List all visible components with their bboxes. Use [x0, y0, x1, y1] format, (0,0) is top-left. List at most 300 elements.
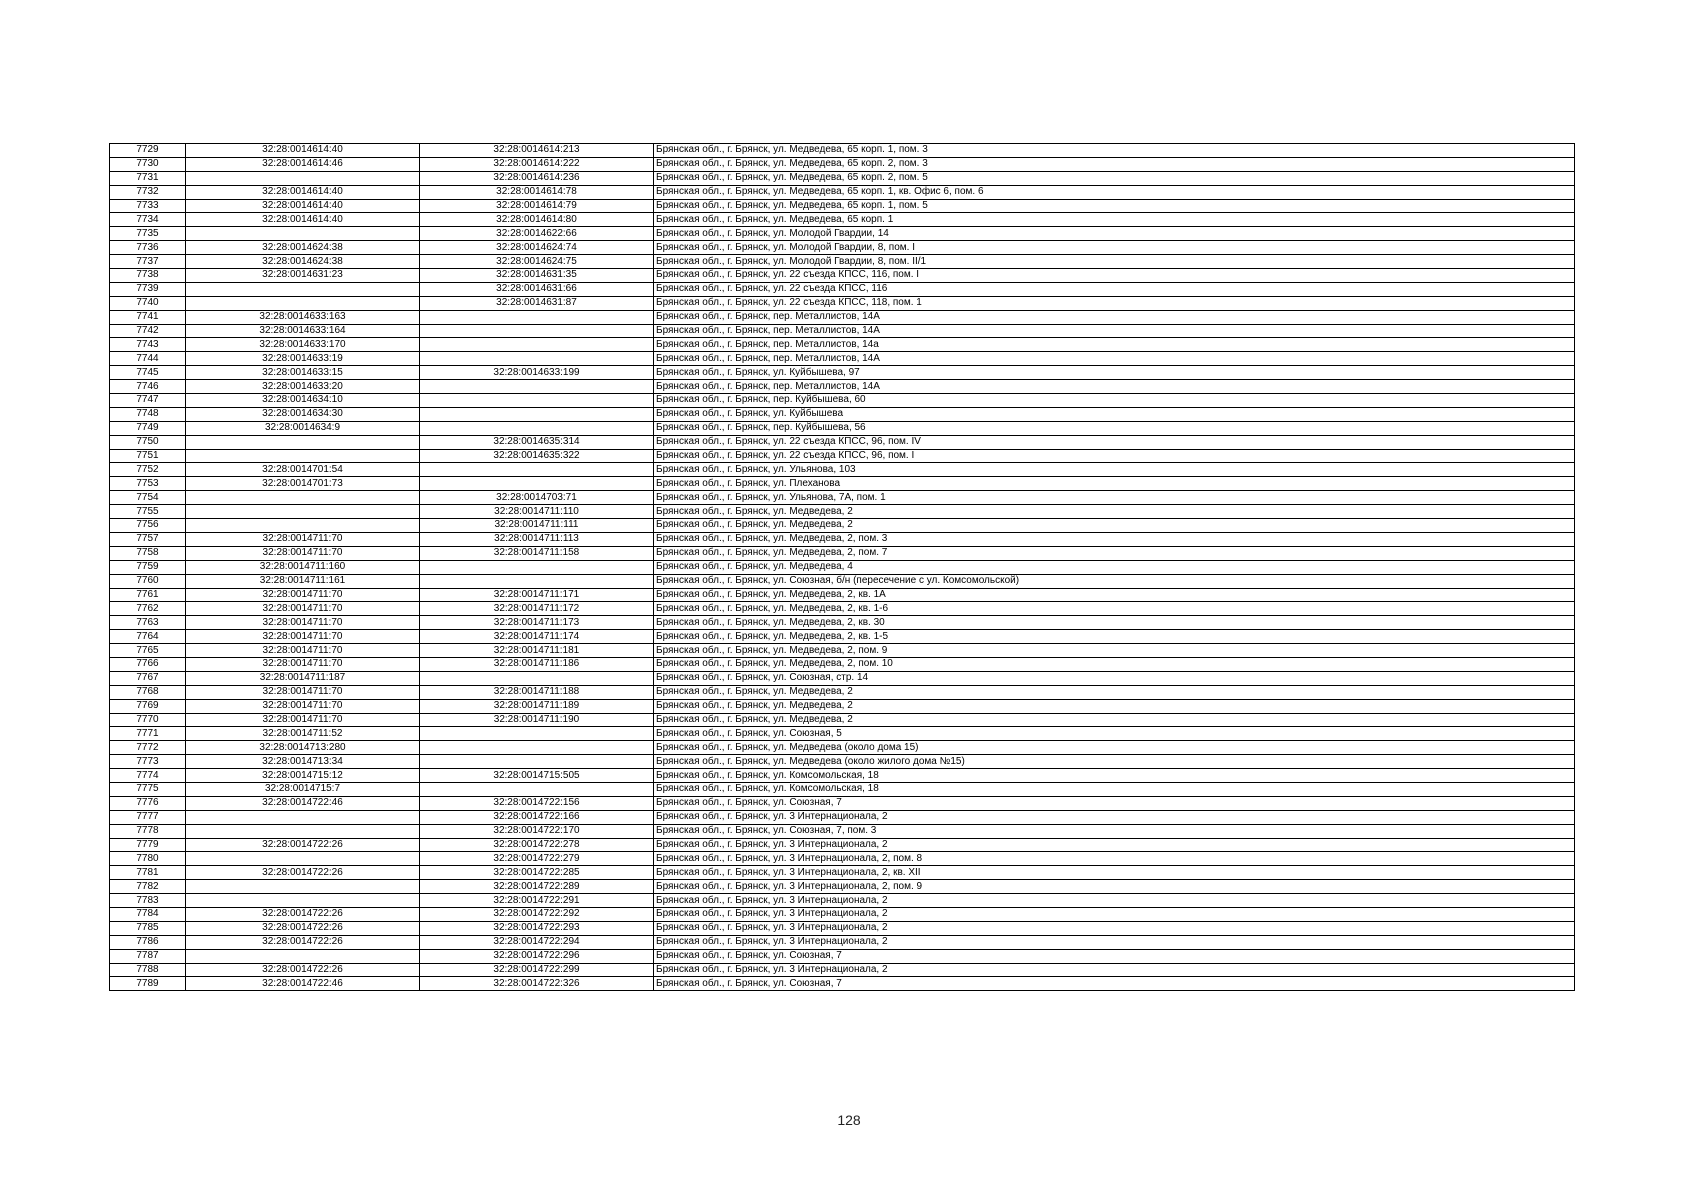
parent-cadastral-cell: 32:28:0014633:15: [186, 366, 420, 380]
address-cell: Брянская обл., г. Брянск, ул. Комсомольская, 18: [654, 782, 1575, 796]
table-row: [110, 269, 1575, 283]
parent-cadastral-cell: 32:28:0014633:19: [186, 352, 420, 366]
address-cell: Брянская обл., г. Брянск, пер. Куйбышева, 60: [654, 394, 1575, 408]
address-cell: Брянская обл., г. Брянск, ул. 3 Интернационала, 2: [654, 963, 1575, 977]
row-number-cell: 7736: [110, 241, 186, 255]
parent-cadastral-cell: 32:28:0014722:46: [186, 977, 420, 991]
table-row: [110, 366, 1575, 380]
table-row: [110, 977, 1575, 991]
parent-cadastral-cell: 32:28:0014711:187: [186, 671, 420, 685]
address-cell: Брянская обл., г. Брянск, ул. Союзная, 7: [654, 977, 1575, 991]
row-number-cell: 7761: [110, 588, 186, 602]
address-cell: Брянская обл., г. Брянск, ул. Медведева, 2: [654, 699, 1575, 713]
table-row: [110, 338, 1575, 352]
parent-cadastral-cell: 32:28:0014634:30: [186, 407, 420, 421]
cadastral-number-cell: 32:28:0014622:66: [420, 227, 654, 241]
address-cell: Брянская обл., г. Брянск, ул. Молодой Гвардии, 8, пом. I: [654, 241, 1575, 255]
address-cell: Брянская обл., г. Брянск, ул. Медведева, 2, пом. 3: [654, 532, 1575, 546]
row-number-cell: 7780: [110, 852, 186, 866]
row-number-cell: 7769: [110, 699, 186, 713]
address-cell: Брянская обл., г. Брянск, ул. 3 Интернационала, 2, кв. XII: [654, 866, 1575, 880]
table-row: [110, 894, 1575, 908]
cadastral-number-cell: 32:28:0014711:188: [420, 685, 654, 699]
table-row: [110, 713, 1575, 727]
address-cell: Брянская обл., г. Брянск, ул. Медведева, 2, кв. 1-5: [654, 630, 1575, 644]
table-row: [110, 880, 1575, 894]
parent-cadastral-cell: 32:28:0014711:70: [186, 616, 420, 630]
cadastral-number-cell: 32:28:0014722:166: [420, 810, 654, 824]
cadastral-number-cell: 32:28:0014633:199: [420, 366, 654, 380]
address-cell: Брянская обл., г. Брянск, ул. Ульянова, 103: [654, 463, 1575, 477]
cadastral-number-cell: 32:28:0014711:158: [420, 546, 654, 560]
parent-cadastral-cell: 32:28:0014722:46: [186, 796, 420, 810]
row-number-cell: 7757: [110, 532, 186, 546]
table-row: [110, 657, 1575, 671]
table-row: [110, 449, 1575, 463]
parent-cadastral-cell: [186, 894, 420, 908]
table-row: [110, 769, 1575, 783]
parent-cadastral-cell: 32:28:0014711:70: [186, 546, 420, 560]
parent-cadastral-cell: 32:28:0014624:38: [186, 241, 420, 255]
address-cell: Брянская обл., г. Брянск, ул. Куйбышева: [654, 407, 1575, 421]
cadastral-number-cell: 32:28:0014722:285: [420, 866, 654, 880]
parent-cadastral-cell: 32:28:0014722:26: [186, 935, 420, 949]
cadastral-number-cell: 32:28:0014711:113: [420, 532, 654, 546]
parent-cadastral-cell: 32:28:0014711:161: [186, 574, 420, 588]
address-cell: Брянская обл., г. Брянск, пер. Металлистов, 14А: [654, 352, 1575, 366]
table-row: [110, 630, 1575, 644]
address-cell: Брянская обл., г. Брянск, ул. Медведева (около жилого дома №15): [654, 755, 1575, 769]
parent-cadastral-cell: [186, 519, 420, 533]
address-cell: Брянская обл., г. Брянск, ул. 3 Интернационала, 2: [654, 921, 1575, 935]
table-row: [110, 810, 1575, 824]
row-number-cell: 7772: [110, 741, 186, 755]
cadastral-number-cell: 32:28:0014722:299: [420, 963, 654, 977]
row-number-cell: 7739: [110, 282, 186, 296]
cadastral-number-cell: 32:28:0014711:190: [420, 713, 654, 727]
table-row: [110, 907, 1575, 921]
table-row: [110, 282, 1575, 296]
table-row: [110, 296, 1575, 310]
cadastral-number-cell: 32:28:0014631:87: [420, 296, 654, 310]
parent-cadastral-cell: [186, 449, 420, 463]
parent-cadastral-cell: 32:28:0014633:20: [186, 380, 420, 394]
table-row: [110, 824, 1575, 838]
row-number-cell: 7747: [110, 394, 186, 408]
parent-cadastral-cell: [186, 880, 420, 894]
table-row: [110, 838, 1575, 852]
cadastral-number-cell: 32:28:0014722:293: [420, 921, 654, 935]
cadastral-number-cell: 32:28:0014614:78: [420, 185, 654, 199]
row-number-cell: 7760: [110, 574, 186, 588]
address-cell: Брянская обл., г. Брянск, ул. Медведева, 65 корп. 2, пом. 5: [654, 171, 1575, 185]
table-row: [110, 227, 1575, 241]
row-number-cell: 7751: [110, 449, 186, 463]
address-cell: Брянская обл., г. Брянск, ул. Союзная, б/н (пересечение с ул. Комсомольской): [654, 574, 1575, 588]
cadastral-number-cell: 32:28:0014624:74: [420, 241, 654, 255]
row-number-cell: 7766: [110, 657, 186, 671]
cadastral-number-cell: [420, 574, 654, 588]
address-cell: Брянская обл., г. Брянск, ул. Медведева, 2, пом. 9: [654, 644, 1575, 658]
table-row: [110, 671, 1575, 685]
address-cell: Брянская обл., г. Брянск, ул. Медведева, 2: [654, 685, 1575, 699]
table-row: [110, 949, 1575, 963]
cadastral-number-cell: 32:28:0014722:291: [420, 894, 654, 908]
table-row: [110, 685, 1575, 699]
table-row: [110, 310, 1575, 324]
table-row: [110, 782, 1575, 796]
cadastral-number-cell: 32:28:0014711:181: [420, 644, 654, 658]
table-row: [110, 560, 1575, 574]
table-row: [110, 602, 1575, 616]
row-number-cell: 7776: [110, 796, 186, 810]
parent-cadastral-cell: [186, 852, 420, 866]
parent-cadastral-cell: 32:28:0014634:9: [186, 421, 420, 435]
table-row: [110, 796, 1575, 810]
row-number-cell: 7788: [110, 963, 186, 977]
address-cell: Брянская обл., г. Брянск, ул. Медведева, 65 корп. 2, пом. 3: [654, 157, 1575, 171]
cadastral-number-cell: 32:28:0014722:156: [420, 796, 654, 810]
parent-cadastral-cell: 32:28:0014614:40: [186, 199, 420, 213]
address-cell: Брянская обл., г. Брянск, ул. Медведева, 65 корп. 1, кв. Офис 6, пом. 6: [654, 185, 1575, 199]
table-row: [110, 421, 1575, 435]
parent-cadastral-cell: 32:28:0014624:38: [186, 255, 420, 269]
row-number-cell: 7763: [110, 616, 186, 630]
table-row: [110, 935, 1575, 949]
parent-cadastral-cell: [186, 491, 420, 505]
parent-cadastral-cell: 32:28:0014711:70: [186, 630, 420, 644]
cadastral-number-cell: [420, 380, 654, 394]
row-number-cell: 7748: [110, 407, 186, 421]
address-cell: Брянская обл., г. Брянск, ул. Ульянова, 7А, пом. 1: [654, 491, 1575, 505]
address-cell: Брянская обл., г. Брянск, ул. Медведева, 2, пом. 7: [654, 546, 1575, 560]
row-number-cell: 7778: [110, 824, 186, 838]
row-number-cell: 7741: [110, 310, 186, 324]
address-cell: Брянская обл., г. Брянск, ул. Медведева, 2, кв. 1-6: [654, 602, 1575, 616]
parent-cadastral-cell: 32:28:0014711:70: [186, 713, 420, 727]
row-number-cell: 7784: [110, 907, 186, 921]
parent-cadastral-cell: 32:28:0014633:163: [186, 310, 420, 324]
address-cell: Брянская обл., г. Брянск, ул. Медведева, 2: [654, 713, 1575, 727]
cadastral-number-cell: 32:28:0014722:292: [420, 907, 654, 921]
cadastral-number-cell: [420, 560, 654, 574]
cadastral-number-cell: 32:28:0014614:79: [420, 199, 654, 213]
cadastral-number-cell: 32:28:0014631:35: [420, 269, 654, 283]
table-row: [110, 407, 1575, 421]
address-cell: Брянская обл., г. Брянск, ул. 3 Интернационала, 2: [654, 935, 1575, 949]
table-row: [110, 505, 1575, 519]
address-cell: Брянская обл., г. Брянск, ул. Медведева, 65 корп. 1: [654, 213, 1575, 227]
row-number-cell: 7743: [110, 338, 186, 352]
cadastral-number-cell: 32:28:0014614:222: [420, 157, 654, 171]
row-number-cell: 7782: [110, 880, 186, 894]
table-row: [110, 352, 1575, 366]
parent-cadastral-cell: 32:28:0014631:23: [186, 269, 420, 283]
parent-cadastral-cell: [186, 505, 420, 519]
row-number-cell: 7729: [110, 144, 186, 158]
row-number-cell: 7781: [110, 866, 186, 880]
address-cell: Брянская обл., г. Брянск, пер. Куйбышева, 56: [654, 421, 1575, 435]
row-number-cell: 7745: [110, 366, 186, 380]
row-number-cell: 7740: [110, 296, 186, 310]
row-number-cell: 7758: [110, 546, 186, 560]
table-row: [110, 574, 1575, 588]
table-row: [110, 741, 1575, 755]
parent-cadastral-cell: [186, 435, 420, 449]
parent-cadastral-cell: 32:28:0014614:46: [186, 157, 420, 171]
row-number-cell: 7786: [110, 935, 186, 949]
row-number-cell: 7774: [110, 769, 186, 783]
row-number-cell: 7773: [110, 755, 186, 769]
address-cell: Брянская обл., г. Брянск, ул. Медведева, 4: [654, 560, 1575, 574]
parent-cadastral-cell: 32:28:0014715:7: [186, 782, 420, 796]
page-number: 128: [837, 1112, 861, 1128]
parent-cadastral-cell: 32:28:0014722:26: [186, 866, 420, 880]
parent-cadastral-cell: 32:28:0014711:70: [186, 644, 420, 658]
table-row: [110, 255, 1575, 269]
address-cell: Брянская обл., г. Брянск, ул. Медведева, 2, кв. 1А: [654, 588, 1575, 602]
address-cell: Брянская обл., г. Брянск, ул. Молодой Гвардии, 14: [654, 227, 1575, 241]
address-cell: Брянская обл., г. Брянск, ул. Плеханова: [654, 477, 1575, 491]
cadastral-number-cell: [420, 421, 654, 435]
cadastral-number-cell: 32:28:0014614:213: [420, 144, 654, 158]
row-number-cell: 7785: [110, 921, 186, 935]
registry-table-body: [110, 144, 1575, 991]
parent-cadastral-cell: 32:28:0014722:26: [186, 907, 420, 921]
parent-cadastral-cell: 32:28:0014614:40: [186, 213, 420, 227]
address-cell: Брянская обл., г. Брянск, ул. 22 съезда КПСС, 116: [654, 282, 1575, 296]
cadastral-number-cell: [420, 407, 654, 421]
row-number-cell: 7742: [110, 324, 186, 338]
table-row: [110, 477, 1575, 491]
row-number-cell: 7738: [110, 269, 186, 283]
parent-cadastral-cell: 32:28:0014722:26: [186, 921, 420, 935]
table-row: [110, 463, 1575, 477]
row-number-cell: 7770: [110, 713, 186, 727]
row-number-cell: 7775: [110, 782, 186, 796]
cadastral-number-cell: [420, 463, 654, 477]
row-number-cell: 7777: [110, 810, 186, 824]
row-number-cell: 7789: [110, 977, 186, 991]
table-row: [110, 699, 1575, 713]
cadastral-number-cell: 32:28:0014722:296: [420, 949, 654, 963]
table-row: [110, 852, 1575, 866]
row-number-cell: 7762: [110, 602, 186, 616]
table-row: [110, 185, 1575, 199]
cadastral-number-cell: [420, 741, 654, 755]
address-cell: Брянская обл., г. Брянск, ул. 3 Интернационала, 2: [654, 894, 1575, 908]
row-number-cell: 7768: [110, 685, 186, 699]
row-number-cell: 7752: [110, 463, 186, 477]
cadastral-number-cell: [420, 755, 654, 769]
table-row: [110, 380, 1575, 394]
parent-cadastral-cell: 32:28:0014722:26: [186, 963, 420, 977]
cadastral-number-cell: 32:28:0014614:80: [420, 213, 654, 227]
table-row: [110, 755, 1575, 769]
parent-cadastral-cell: 32:28:0014711:70: [186, 588, 420, 602]
table-row: [110, 616, 1575, 630]
row-number-cell: 7732: [110, 185, 186, 199]
address-cell: Брянская обл., г. Брянск, ул. 22 съезда КПСС, 96, пом. I: [654, 449, 1575, 463]
address-cell: Брянская обл., г. Брянск, ул. Медведева, 2: [654, 519, 1575, 533]
cadastral-number-cell: 32:28:0014711:186: [420, 657, 654, 671]
address-cell: Брянская обл., г. Брянск, ул. Медведева, 2, пом. 10: [654, 657, 1575, 671]
address-cell: Брянская обл., г. Брянск, пер. Металлистов, 14а: [654, 338, 1575, 352]
cadastral-number-cell: 32:28:0014635:314: [420, 435, 654, 449]
cadastral-number-cell: 32:28:0014631:66: [420, 282, 654, 296]
parent-cadastral-cell: 32:28:0014713:34: [186, 755, 420, 769]
table-row: [110, 144, 1575, 158]
table-row: [110, 171, 1575, 185]
address-cell: Брянская обл., г. Брянск, ул. Союзная, 7: [654, 949, 1575, 963]
address-cell: Брянская обл., г. Брянск, пер. Металлистов, 14А: [654, 380, 1575, 394]
row-number-cell: 7750: [110, 435, 186, 449]
parent-cadastral-cell: 32:28:0014633:170: [186, 338, 420, 352]
table-row: [110, 963, 1575, 977]
parent-cadastral-cell: 32:28:0014711:70: [186, 685, 420, 699]
cadastral-number-cell: 32:28:0014711:111: [420, 519, 654, 533]
cadastral-number-cell: [420, 352, 654, 366]
table-row: [110, 241, 1575, 255]
address-cell: Брянская обл., г. Брянск, ул. 22 съезда КПСС, 116, пом. I: [654, 269, 1575, 283]
address-cell: Брянская обл., г. Брянск, ул. 3 Интернационала, 2, пом. 8: [654, 852, 1575, 866]
cadastral-number-cell: 32:28:0014722:294: [420, 935, 654, 949]
parent-cadastral-cell: 32:28:0014701:73: [186, 477, 420, 491]
address-cell: Брянская обл., г. Брянск, ул. Комсомольская, 18: [654, 769, 1575, 783]
cadastral-number-cell: [420, 338, 654, 352]
parent-cadastral-cell: [186, 171, 420, 185]
parent-cadastral-cell: 32:28:0014715:12: [186, 769, 420, 783]
table-row: [110, 727, 1575, 741]
table-row: [110, 644, 1575, 658]
address-cell: Брянская обл., г. Брянск, ул. Медведева (около дома 15): [654, 741, 1575, 755]
cadastral-number-cell: 32:28:0014722:278: [420, 838, 654, 852]
cadastral-number-cell: 32:28:0014703:71: [420, 491, 654, 505]
row-number-cell: 7783: [110, 894, 186, 908]
table-row: [110, 532, 1575, 546]
cadastral-number-cell: 32:28:0014722:326: [420, 977, 654, 991]
row-number-cell: 7771: [110, 727, 186, 741]
cadastral-number-cell: [420, 394, 654, 408]
address-cell: Брянская обл., г. Брянск, пер. Металлистов, 14А: [654, 324, 1575, 338]
table-row: [110, 324, 1575, 338]
address-cell: Брянская обл., г. Брянск, ул. Молодой Гвардии, 8, пом. II/1: [654, 255, 1575, 269]
table-row: [110, 491, 1575, 505]
row-number-cell: 7744: [110, 352, 186, 366]
address-cell: Брянская обл., г. Брянск, ул. Медведева, 2: [654, 505, 1575, 519]
cadastral-number-cell: 32:28:0014635:322: [420, 449, 654, 463]
row-number-cell: 7737: [110, 255, 186, 269]
address-cell: Брянская обл., г. Брянск, ул. 22 съезда КПСС, 118, пом. 1: [654, 296, 1575, 310]
row-number-cell: 7765: [110, 644, 186, 658]
address-cell: Брянская обл., г. Брянск, ул. 3 Интернационала, 2, пом. 9: [654, 880, 1575, 894]
table-row: [110, 213, 1575, 227]
parent-cadastral-cell: [186, 282, 420, 296]
cadastral-number-cell: [420, 310, 654, 324]
row-number-cell: 7779: [110, 838, 186, 852]
table-row: [110, 435, 1575, 449]
table-row: [110, 199, 1575, 213]
address-cell: Брянская обл., г. Брянск, ул. 3 Интернационала, 2: [654, 810, 1575, 824]
parent-cadastral-cell: 32:28:0014711:70: [186, 699, 420, 713]
cadastral-number-cell: [420, 727, 654, 741]
parent-cadastral-cell: 32:28:0014634:10: [186, 394, 420, 408]
row-number-cell: 7759: [110, 560, 186, 574]
cadastral-number-cell: 32:28:0014711:172: [420, 602, 654, 616]
address-cell: Брянская обл., г. Брянск, ул. Союзная, стр. 14: [654, 671, 1575, 685]
cadastral-number-cell: 32:28:0014715:505: [420, 769, 654, 783]
parent-cadastral-cell: 32:28:0014711:160: [186, 560, 420, 574]
cadastral-number-cell: 32:28:0014722:279: [420, 852, 654, 866]
cadastral-number-cell: 32:28:0014624:75: [420, 255, 654, 269]
address-cell: Брянская обл., г. Брянск, ул. Союзная, 5: [654, 727, 1575, 741]
row-number-cell: 7764: [110, 630, 186, 644]
parent-cadastral-cell: 32:28:0014713:280: [186, 741, 420, 755]
row-number-cell: 7787: [110, 949, 186, 963]
parent-cadastral-cell: [186, 824, 420, 838]
cadastral-number-cell: 32:28:0014711:171: [420, 588, 654, 602]
cadastral-number-cell: 32:28:0014711:174: [420, 630, 654, 644]
cadastral-number-cell: 32:28:0014711:110: [420, 505, 654, 519]
cadastral-number-cell: 32:28:0014711:173: [420, 616, 654, 630]
parent-cadastral-cell: [186, 810, 420, 824]
parent-cadastral-cell: 32:28:0014711:70: [186, 532, 420, 546]
parent-cadastral-cell: 32:28:0014711:52: [186, 727, 420, 741]
address-cell: Брянская обл., г. Брянск, ул. Куйбышева, 97: [654, 366, 1575, 380]
parent-cadastral-cell: [186, 949, 420, 963]
cadastral-number-cell: [420, 477, 654, 491]
parent-cadastral-cell: [186, 296, 420, 310]
table-row: [110, 921, 1575, 935]
parent-cadastral-cell: 32:28:0014711:70: [186, 602, 420, 616]
cadastral-number-cell: 32:28:0014722:289: [420, 880, 654, 894]
address-cell: Брянская обл., г. Брянск, ул. 22 съезда КПСС, 96, пом. IV: [654, 435, 1575, 449]
table-row: [110, 157, 1575, 171]
row-number-cell: 7730: [110, 157, 186, 171]
table-row: [110, 394, 1575, 408]
table-row: [110, 866, 1575, 880]
row-number-cell: 7756: [110, 519, 186, 533]
address-cell: Брянская обл., г. Брянск, ул. Медведева, 65 корп. 1, пом. 3: [654, 144, 1575, 158]
table-row: [110, 546, 1575, 560]
row-number-cell: 7755: [110, 505, 186, 519]
cadastral-number-cell: [420, 324, 654, 338]
row-number-cell: 7754: [110, 491, 186, 505]
parent-cadastral-cell: [186, 227, 420, 241]
address-cell: Брянская обл., г. Брянск, ул. Медведева, 2, кв. 30: [654, 616, 1575, 630]
parent-cadastral-cell: 32:28:0014633:164: [186, 324, 420, 338]
cadastral-number-cell: 32:28:0014722:170: [420, 824, 654, 838]
cadastral-number-cell: [420, 671, 654, 685]
parent-cadastral-cell: 32:28:0014701:54: [186, 463, 420, 477]
row-number-cell: 7749: [110, 421, 186, 435]
table-row: [110, 519, 1575, 533]
row-number-cell: 7733: [110, 199, 186, 213]
address-cell: Брянская обл., г. Брянск, ул. Союзная, 7: [654, 796, 1575, 810]
row-number-cell: 7746: [110, 380, 186, 394]
table-row: [110, 588, 1575, 602]
cadastral-number-cell: 32:28:0014614:236: [420, 171, 654, 185]
row-number-cell: 7753: [110, 477, 186, 491]
parent-cadastral-cell: 32:28:0014711:70: [186, 657, 420, 671]
row-number-cell: 7734: [110, 213, 186, 227]
parent-cadastral-cell: 32:28:0014614:40: [186, 185, 420, 199]
cadastral-number-cell: 32:28:0014711:189: [420, 699, 654, 713]
address-cell: Брянская обл., г. Брянск, пер. Металлистов, 14А: [654, 310, 1575, 324]
row-number-cell: 7767: [110, 671, 186, 685]
address-cell: Брянская обл., г. Брянск, ул. Медведева, 65 корп. 1, пом. 5: [654, 199, 1575, 213]
address-cell: Брянская обл., г. Брянск, ул. 3 Интернационала, 2: [654, 907, 1575, 921]
